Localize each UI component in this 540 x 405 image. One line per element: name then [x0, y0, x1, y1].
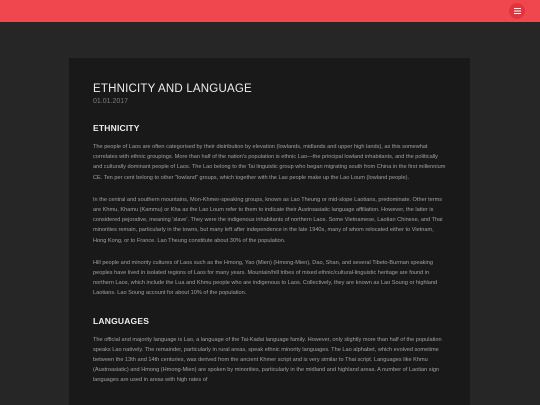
article-paragraph: The people of Laos are often categorised by their distribution by elevation (lowlands, midlands and upper high lands), as this somewhat correlates with ethnic groupings. More than half of the nation's population is ethnic Lao—the principal lowland inhabitants, and the politically and culturally dominant people of Laos. The Lao belong to the Tai linguistic group who began migrating south from China in the first millennium CE. Ten per cent belong to other "lowland" groups, which together with the Lao people make up the Lao Loum (lowland people).: [93, 144, 446, 181]
article-paragraph: In the central and southern mountains, Mon-Khmer-speaking groups, known as Lao Theung or mid-slope Laotians, predominate. Other terms are Khmu, Khamu (Kammu) or Kha as the Lao Loum refer to them to indicate their Austroasiatic language affiliation. However, the latter is considered pejorative, meaning 'slave'. They were the indigenous inhabitants of northern Laos. Some Vietnamese, Laotian Chinese, and Thai minorities remain, particularly in the towns, but many left after independence in the late 1940s, many of whom relocated either to Vietnam, Hong Kong, or to France. Lao Theung constitute about 30% of the population.: [93, 196, 443, 244]
article-card: [69, 58, 470, 405]
hamburger-menu-icon: [514, 8, 521, 14]
article-title: ETHNICITY AND LANGUAGE: [93, 83, 252, 95]
article-paragraph: The official and majority language is Lao, a language of the Tai-Kadai language family. However, only slightly more than half of the population speaks Lao natively. The remainder, particularly in rural areas, speak ethnic minority languages. The Lao alphabet, which evolved sometime between the 13th and 14th centuries, was derived from the ancient Khmer script and is very similar to Thai script. Languages like Khmu (Austroasiatic) and Hmong (Hmong-Mien) are spoken by minorities, particularly in the midland and highland areas. A number of Laotian sign languages are used in areas with high rates of: [93, 336, 442, 384]
top-bar: [0, 0, 540, 22]
article-date: 01.01.2017: [93, 98, 129, 105]
section-heading-languages: LANGUAGES: [93, 315, 150, 326]
article-paragraph: Hill people and minority cultures of Laos such as the Hmong, Yao (Mien) (Hmong-Mien), Dao, Shan, and several Tibeto-Burman speaking peoples have lived in isolated regions of Laos for many years. Mountain/hill tribes of mixed ethnic/cultural-linguistic heritage are found in northern Laos, which include the Lua and Khmu people who are indigenous to Laos. Collectively, they are known as Lao Soung or highland Laotians. Lao Soung account for about 10% of the population.: [93, 259, 438, 297]
menu-button[interactable]: [509, 3, 525, 19]
section-heading-ethnicity: ETHNICITY: [93, 123, 140, 133]
